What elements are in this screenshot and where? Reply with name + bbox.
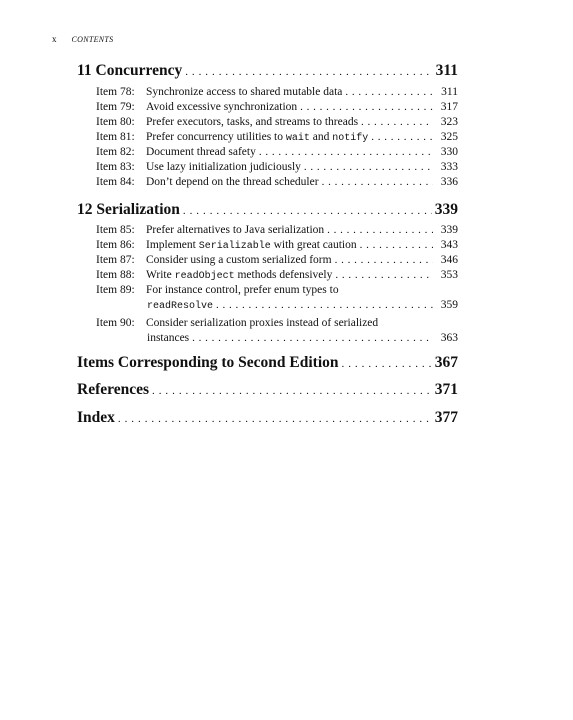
toc-item-89[interactable] — [96, 284, 339, 296]
item-title: Avoid excessive synchronization — [146, 101, 298, 113]
item-title: Document thread safety — [146, 146, 256, 158]
item-page: 325 — [440, 131, 458, 143]
dot-leader — [216, 299, 433, 311]
item-label: Item 85: — [96, 224, 135, 236]
dot-leader — [371, 131, 433, 143]
item-title: Prefer executors, tasks, and streams to threads — [146, 116, 359, 128]
item-title: Write — [146, 269, 175, 281]
section-title: Items Corresponding to Second Edition — [77, 354, 339, 371]
toc-references[interactable] — [77, 381, 458, 399]
item-label: Item 79: — [96, 101, 135, 113]
item-title: Use lazy initialization judiciously — [146, 161, 301, 173]
item-label: Item 83: — [96, 161, 135, 173]
toc-item-80[interactable] — [96, 116, 458, 128]
item-title: methods defensively — [234, 269, 333, 281]
item-title: with great caution — [270, 239, 357, 251]
toc-item-87[interactable] — [96, 254, 458, 266]
toc-chapter-11[interactable] — [77, 62, 458, 80]
code-term: readResolve — [147, 301, 214, 312]
toc-item-90[interactable] — [96, 317, 378, 329]
toc-item-78[interactable] — [96, 86, 458, 98]
item-label: Item 84: — [96, 176, 135, 188]
item-label: Item 86: — [96, 239, 135, 251]
item-label: Item 82: — [96, 146, 135, 158]
item-page: 317 — [440, 101, 458, 113]
item-page: 346 — [440, 254, 458, 266]
dot-leader — [192, 332, 433, 344]
section-title: Index — [77, 409, 115, 426]
code-term: notify — [332, 133, 369, 144]
item-page: 311 — [441, 86, 458, 98]
section-page: 371 — [434, 381, 458, 398]
item-title: instances — [147, 332, 190, 344]
item-title: For instance control, prefer enum types to — [146, 284, 339, 296]
dot-leader — [183, 205, 432, 217]
toc-chapter-12[interactable] — [77, 201, 458, 219]
dot-leader — [335, 254, 433, 266]
dot-leader — [361, 116, 433, 128]
page-number: x — [52, 34, 57, 44]
item-title: Consider using a custom serialized form — [146, 254, 332, 266]
toc-item-84[interactable] — [96, 176, 458, 188]
item-label: Item 89: — [96, 284, 135, 296]
dot-leader — [152, 385, 432, 397]
dot-leader — [345, 86, 433, 98]
toc-item-85[interactable] — [96, 224, 458, 236]
chapter-page: 339 — [434, 201, 458, 218]
item-page: 336 — [440, 176, 458, 188]
item-title: Implement — [146, 239, 199, 251]
toc-item-79[interactable] — [96, 101, 458, 113]
section-page: 377 — [434, 409, 458, 426]
item-page: 333 — [440, 161, 458, 173]
toc-item-90-continued[interactable] — [147, 332, 458, 344]
item-page: 323 — [440, 116, 458, 128]
item-title: and — [309, 131, 333, 143]
item-label: Item 81: — [96, 131, 135, 143]
running-title: CONTENTS — [71, 35, 114, 44]
item-label: Item 88: — [96, 269, 135, 281]
code-term: readObject — [174, 271, 235, 282]
toc-item-82[interactable] — [96, 146, 458, 158]
toc-item-89-continued[interactable] — [147, 299, 458, 312]
item-page: 343 — [440, 239, 458, 251]
toc-item-81[interactable] — [96, 131, 458, 144]
chapter-page: 311 — [435, 62, 458, 79]
item-page: 330 — [440, 146, 458, 158]
chapter-title: 11 Concurrency — [77, 62, 183, 79]
item-page: 363 — [440, 332, 458, 344]
dot-leader — [118, 413, 432, 425]
dot-leader — [322, 176, 433, 188]
toc-item-88[interactable] — [96, 269, 458, 282]
chapter-title: 12 Serialization — [77, 201, 180, 218]
item-page: 353 — [440, 269, 458, 281]
dot-leader — [327, 224, 433, 236]
item-title: Synchronize access to shared mutable data — [146, 86, 343, 98]
item-label: Item 80: — [96, 116, 135, 128]
item-page: 359 — [440, 299, 458, 311]
section-title: References — [77, 381, 150, 398]
code-term: Serializable — [198, 241, 271, 252]
code-term: wait — [285, 133, 310, 144]
item-title: Prefer alternatives to Java serialization — [146, 224, 325, 236]
item-title: Prefer concurrency utilities to — [146, 131, 286, 143]
item-label: Item 87: — [96, 254, 135, 266]
dot-leader — [259, 146, 433, 158]
toc-item-86[interactable] — [96, 239, 458, 252]
running-head — [52, 34, 113, 44]
toc-items-corresponding[interactable] — [77, 354, 458, 372]
item-label: Item 90: — [96, 317, 135, 329]
section-page: 367 — [434, 354, 458, 371]
item-page: 339 — [440, 224, 458, 236]
item-title: Consider serialization proxies instead of serialized — [146, 317, 379, 329]
dot-leader — [360, 239, 433, 251]
dot-leader — [300, 101, 433, 113]
toc-index[interactable] — [77, 409, 458, 427]
item-title: Don’t depend on the thread scheduler — [146, 176, 319, 188]
dot-leader — [185, 66, 432, 78]
dot-leader — [335, 269, 433, 281]
dot-leader — [342, 358, 432, 370]
item-label: Item 78: — [96, 86, 135, 98]
dot-leader — [304, 161, 433, 173]
toc-item-83[interactable] — [96, 161, 458, 173]
